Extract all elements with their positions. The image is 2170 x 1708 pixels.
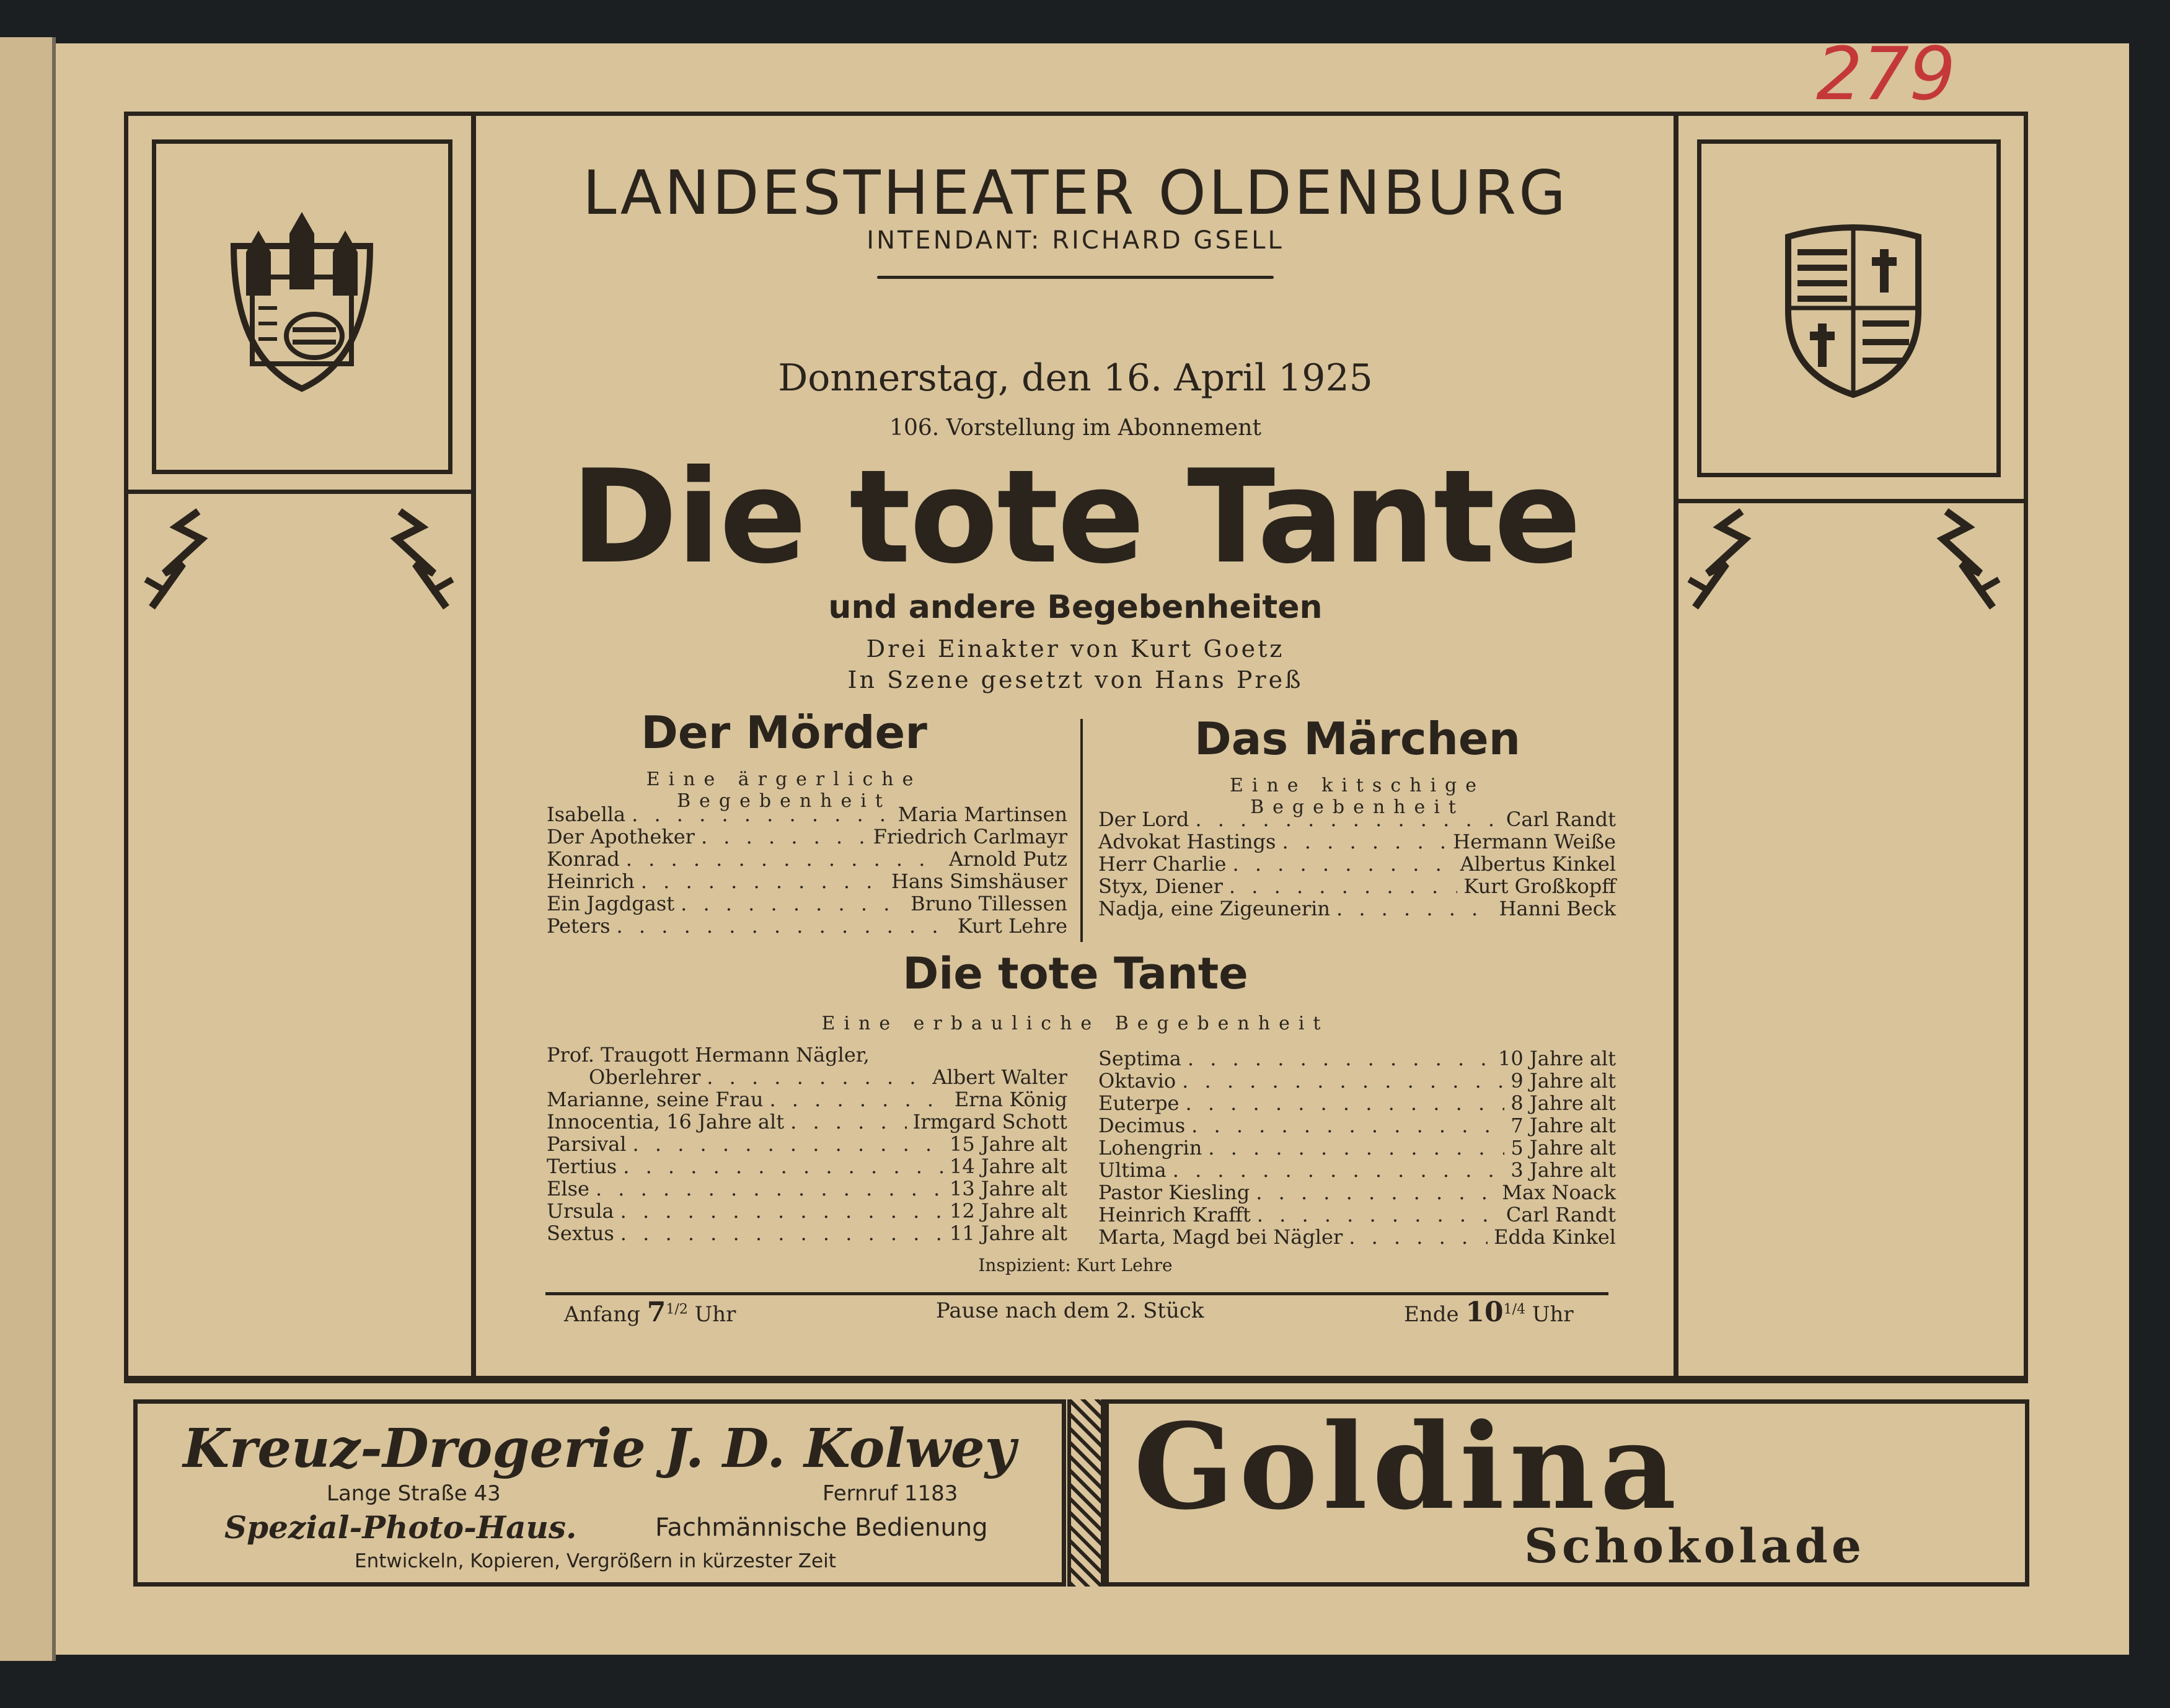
photo-shop-label: Spezial-Photo-Haus.: [224, 1509, 577, 1546]
cast-role: Tertius: [547, 1155, 617, 1178]
cast-row: [547, 1177, 1067, 1200]
cast-role: Ursula: [547, 1199, 614, 1223]
cast-actor: 11 Jahre alt: [950, 1222, 1067, 1245]
cast-actor: Irmgard Schott: [912, 1110, 1067, 1134]
cast-row: [547, 1222, 1067, 1245]
cast-actor: 13 Jahre alt: [950, 1177, 1067, 1200]
performance-date: Donnerstag, den 16. April 1925: [778, 356, 1373, 400]
drogerie-address: Lange Straße 43: [327, 1481, 501, 1506]
subscription-line: 106. Vorstellung im Abonnement: [889, 415, 1261, 441]
ornamental-divider: [1067, 1399, 1105, 1587]
end-fraction: 1/4: [1503, 1301, 1526, 1318]
cast-role: Der Lord: [1098, 808, 1189, 831]
start-hour: 7: [646, 1296, 666, 1328]
cast-actor: Arnold Putz: [948, 847, 1067, 871]
cast-row: [1098, 1136, 1616, 1160]
cast-actor: Max Noack: [1502, 1181, 1616, 1204]
intendant-line: INTENDANT: RICHARD GSELL: [867, 226, 1284, 255]
cast-row: [547, 1199, 1067, 1223]
cast-role: Oktavio: [1098, 1069, 1176, 1093]
cast-role: Marta, Magd bei Nägler: [1098, 1225, 1343, 1249]
cast-row: [547, 892, 1067, 915]
end-suffix: Uhr: [1532, 1302, 1574, 1327]
drogerie-phone: Fernruf 1183: [823, 1481, 958, 1506]
end-time: [1404, 1296, 1574, 1328]
cast-actor: 8 Jahre alt: [1511, 1091, 1616, 1115]
cast-role: Heinrich: [547, 869, 635, 893]
cast-role: Parsival: [547, 1132, 627, 1156]
cast-role: Heinrich Krafft: [1098, 1203, 1251, 1226]
start-time: [564, 1296, 736, 1328]
cast-role: Ein Jagdgast: [547, 892, 675, 915]
cast-actor: 15 Jahre alt: [950, 1132, 1067, 1156]
goldina-advertisement: [1105, 1399, 2029, 1587]
cast-actor: Edda Kinkel: [1494, 1225, 1616, 1249]
quartered-shield-crest-icon: [1782, 224, 1925, 398]
cast-row: [1098, 830, 1616, 853]
drogerie-advertisement: [133, 1399, 1066, 1587]
oldenburg-castle-crest-icon: [221, 209, 382, 395]
cast-actor: Hanni Beck: [1499, 897, 1616, 920]
cast-role: Herr Charlie: [1098, 852, 1227, 876]
cast-row: [1098, 1203, 1616, 1226]
cast-row: [1098, 874, 1616, 898]
cast-actor: Kurt Lehre: [957, 914, 1067, 938]
footer-rule: [545, 1292, 1608, 1295]
cast-row: [1098, 897, 1616, 920]
goldina-product: Schokolade: [1524, 1518, 1866, 1574]
cast-role: Septima: [1098, 1047, 1181, 1070]
cast-role: Sextus: [547, 1222, 614, 1245]
end-hour: 10: [1465, 1296, 1504, 1328]
cast-role-first-line: Prof. Traugott Hermann Nägler,: [547, 1043, 870, 1067]
adjacent-page-edge: [0, 37, 56, 1661]
start-fraction: 1/2: [666, 1301, 688, 1318]
inspizient-line: Inspizient: Kurt Lehre: [978, 1255, 1173, 1275]
ads-separator-rule: [124, 1376, 2028, 1383]
cast-row: [547, 914, 1067, 938]
cast-row: [547, 869, 1067, 893]
cast-row: [1098, 1069, 1616, 1093]
cast-actor: Albert Walter: [932, 1065, 1067, 1089]
cast-row: [547, 825, 1067, 848]
main-title: Die tote Tante: [570, 442, 1581, 592]
handwritten-page-number: 279: [1816, 31, 1956, 117]
service-line: Fachmännische Bedienung: [655, 1513, 988, 1542]
cast-actor: Albertus Kinkel: [1460, 852, 1616, 876]
cast-row: [547, 1088, 1067, 1111]
cast-actor: Friedrich Carlmayr: [873, 825, 1067, 848]
author-line: Drei Einakter von Kurt Goetz: [866, 635, 1285, 663]
cast-row: [1098, 1158, 1616, 1182]
cast-role: Lohengrin: [1098, 1136, 1202, 1160]
cast-role: Peters: [547, 914, 611, 938]
main-subtitle: und andere Begebenheiten: [828, 589, 1323, 626]
cast-row: [547, 1132, 1067, 1156]
left-column-separator: [127, 490, 471, 494]
cast-actor: Hermann Weiße: [1453, 830, 1616, 853]
cast-actor: 10 Jahre alt: [1498, 1047, 1616, 1070]
cast-role: Styx, Diener: [1098, 874, 1223, 898]
theater-name: LANDESTHEATER OLDENBURG: [582, 158, 1569, 229]
play1-genre: Eine ärgerliche Begebenheit: [646, 768, 922, 812]
cast-actor: 5 Jahre alt: [1511, 1136, 1616, 1160]
end-prefix: Ende: [1404, 1302, 1459, 1327]
cast-actor: Carl Randt: [1506, 808, 1616, 831]
play3-genre: Eine erbauliche Begebenheit: [821, 1013, 1330, 1034]
cast-actor: Hans Simshäuser: [891, 869, 1067, 893]
cast-actor: 12 Jahre alt: [950, 1199, 1067, 1223]
right-column-divider: [1674, 115, 1678, 1382]
cast-role: Ultima: [1098, 1158, 1167, 1182]
cast-row: [547, 803, 1067, 826]
cast-actor: 9 Jahre alt: [1511, 1069, 1616, 1093]
cast-role: Marianne, seine Frau: [547, 1088, 764, 1111]
right-crest-box: [1697, 139, 2001, 477]
cast-row: [547, 1155, 1067, 1178]
pause-note: Pause nach dem 2. Stück: [936, 1298, 1204, 1323]
cast-row: [1098, 1181, 1616, 1204]
cast-column-divider: [1080, 719, 1083, 942]
goldina-brand: Goldina: [1134, 1398, 1682, 1536]
cast-actor: Bruno Tillessen: [911, 892, 1067, 915]
director-line: In Szene gesetzt von Hans Preß: [847, 666, 1303, 693]
play2-genre: Eine kitschige Begebenheit: [1229, 775, 1485, 818]
right-column-separator: [1678, 499, 2026, 503]
cast-actor: Carl Randt: [1506, 1203, 1616, 1226]
cast-actor: 14 Jahre alt: [950, 1155, 1067, 1178]
play3-title: Die tote Tante: [902, 948, 1248, 999]
cast-role: Else: [547, 1177, 589, 1200]
cast-actor: Maria Martinsen: [898, 803, 1067, 826]
lightning-ornament-icon: [372, 505, 459, 610]
cast-row: [1098, 1091, 1616, 1115]
cast-role: Oberlehrer: [589, 1065, 701, 1089]
lightning-ornament-icon: [1683, 505, 1770, 610]
header-rule: [877, 276, 1274, 279]
cast-role: Nadja, eine Zigeunerin: [1098, 897, 1330, 920]
tagline: Entwickeln, Kopieren, Vergrößern in kürzester Zeit: [355, 1550, 836, 1572]
cast-row: [1098, 1114, 1616, 1137]
cast-row: [1098, 808, 1616, 831]
cast-row: [1098, 852, 1616, 876]
cast-role: Pastor Kiesling: [1098, 1181, 1250, 1204]
cast-role: Decimus: [1098, 1114, 1186, 1137]
cast-actor: 3 Jahre alt: [1511, 1158, 1616, 1182]
cast-actor: 7 Jahre alt: [1511, 1114, 1616, 1137]
play2-title: Das Märchen: [1194, 713, 1521, 765]
start-prefix: Anfang: [564, 1302, 640, 1327]
drogerie-name: Kreuz-Drogerie J. D. Kolwey: [183, 1417, 1016, 1480]
lightning-ornament-icon: [139, 505, 226, 610]
cast-row: [1098, 1047, 1616, 1070]
left-crest-box: [152, 139, 452, 474]
cast-row: [1098, 1225, 1616, 1249]
cast-role: Euterpe: [1098, 1091, 1180, 1115]
cast-row: [547, 847, 1067, 871]
cast-actor: Erna König: [954, 1088, 1067, 1111]
lightning-ornament-icon: [1918, 505, 2005, 610]
cast-role: Konrad: [547, 847, 620, 871]
start-suffix: Uhr: [694, 1302, 736, 1327]
cast-role: Der Apotheker: [547, 825, 695, 848]
left-column-divider: [471, 115, 476, 1382]
cast-role: Isabella: [547, 803, 626, 826]
cast-role: Innocentia, 16 Jahre alt: [547, 1110, 785, 1134]
play1-title: Der Mörder: [641, 707, 927, 759]
cast-row: [547, 1110, 1067, 1134]
cast-actor: Kurt Großkopff: [1463, 874, 1616, 898]
cast-role: Advokat Hastings: [1098, 830, 1276, 853]
cast-row: [547, 1065, 1067, 1089]
